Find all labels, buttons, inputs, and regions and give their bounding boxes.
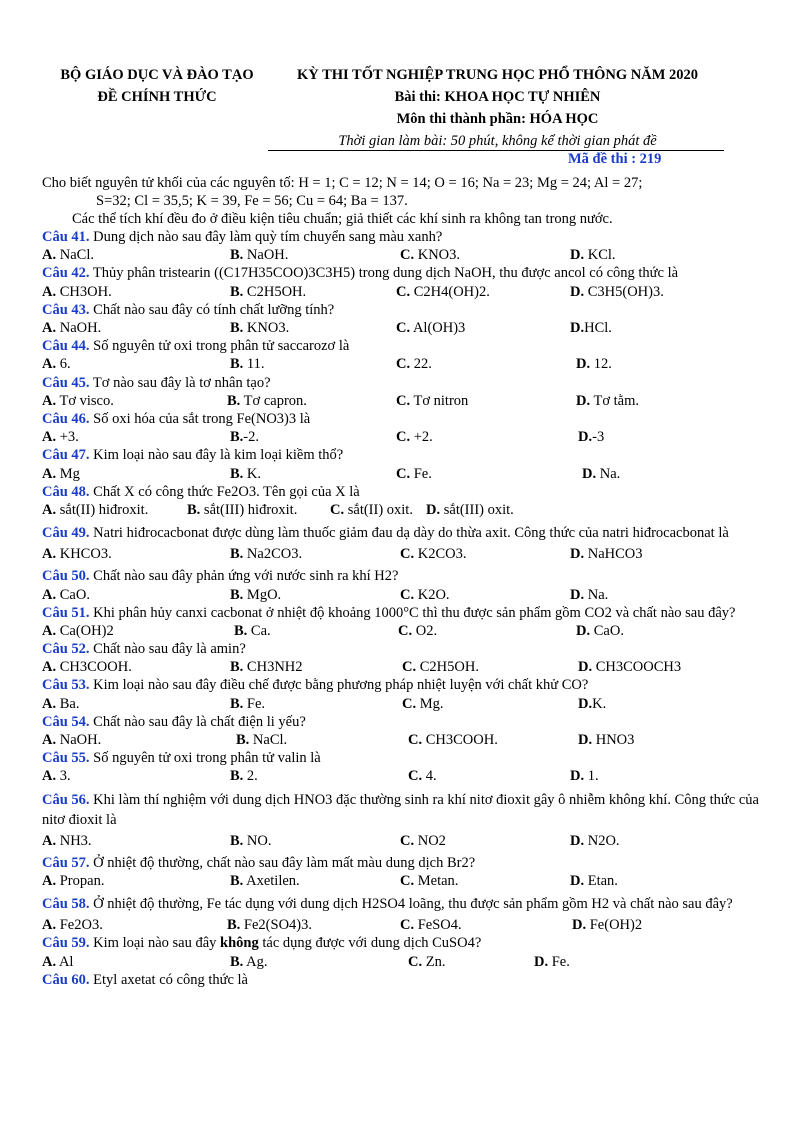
question-number: Câu 53. [42,677,90,694]
question-text: Chất nào sau đây là amin? [93,641,246,658]
question-text: Ở nhiệt độ thường, Fe tác dụng với dung dịch H2SO4 loãng, thu được sản phẩm gồm H2 và chất nào sau đây? [93,896,733,913]
question-number: Câu 55. [42,750,90,767]
option-d: D. CaO. [576,622,624,639]
option-d: D. KCl. [570,247,616,264]
question-53 [42,676,777,694]
question-48 [42,483,777,501]
component-label: Môn thi thành phần: HÓA HỌC [396,111,599,127]
option-b: B. KNO3. [230,319,290,336]
options-43 [42,319,777,337]
option-c: C. C2H4(OH)2. [396,283,490,300]
option-b: B. C2H5OH. [230,283,307,300]
question-number: Câu 58. [42,896,90,913]
option-d: D. CH3COOCH3 [578,659,682,676]
option-a: A. KHCO3. [42,546,112,563]
question-text: Dung dịch nào sau đây làm quỳ tím chuyển sang màu xanh? [93,229,443,245]
options-55 [42,767,777,785]
option-a: A. Al [42,953,74,970]
question-60 [42,971,777,989]
options-41 [42,246,777,264]
question-number: Câu 54. [42,713,90,730]
option-a: A. CH3COOH. [42,659,132,676]
option-a: A. Tơ visco. [42,392,114,409]
option-a: A. CaO. [42,586,90,603]
question-42 [42,264,777,282]
option-c: C. C2H5OH. [402,659,479,676]
option-d: D. 1. [570,768,599,785]
option-d: D. NaHCO3 [570,546,643,563]
question-45 [42,374,777,392]
options-42 [42,283,777,301]
question-59: Câu 59. Kim loại nào sau đây không tác dụng được với dung dịch CuSO4? [42,935,482,952]
options-52 [42,658,777,676]
options-56 [42,832,777,850]
option-d: D. Na. [570,586,609,603]
question-number: Câu 43. [42,301,90,318]
question-number: Câu 46. [42,410,90,427]
question-number: Câu 49. [42,525,90,542]
options-51 [42,622,777,640]
option-b: B. NO. [230,832,272,849]
option-d: D.K. [578,695,607,712]
question-51 [42,604,777,622]
question-41 [42,228,777,246]
option-b: B. 11. [230,356,265,373]
question-number: Câu 57. [42,854,90,871]
question-54 [42,713,777,731]
option-a: A. Propan. [42,873,105,890]
option-d: D.HCl. [570,319,612,336]
option-c: C. K2O. [400,586,450,603]
question-number: Câu 56. [42,791,90,808]
option-a: A. CH3OH. [42,283,112,300]
question-56 [42,790,777,830]
option-c: C. Zn. [408,953,446,970]
option-c: C. NO2 [400,832,446,849]
question-52 [42,640,777,658]
time-label: Thời gian làm bài: 50 phút, không kể thời gian phát đề [338,133,657,149]
option-d: D. Etan. [570,873,618,890]
question-58 [42,894,777,914]
question-text: Số nguyên tử oxi trong phân tử valin là [93,750,321,767]
options-45 [42,392,777,410]
question-number: Câu 59. [42,935,90,952]
option-c: C. sắt(II) oxit. [330,501,413,518]
ministry-name: BỘ GIÁO DỤC VÀ ĐÀO TẠO [60,67,254,83]
question-text: Thủy phân tristearin ((C17H35COO)3C3H5) trong dung dịch NaOH, thu được ancol có công thức là [92,265,679,282]
question-number: Câu 47. [42,447,90,464]
question-number: Câu 51. [42,604,90,621]
options-48 [42,501,777,519]
question-number: Câu 50. [42,568,90,585]
question-text: Khi làm thí nghiệm với dung dịch HNO3 đặc thường sinh ra khí nitơ đioxit gây ô nhiễm không khí. Công thức của nitơ đioxit là [42,791,759,828]
option-a: A. 6. [42,356,71,373]
question-50 [42,567,777,585]
option-d: D. Na. [582,465,621,482]
question-text: Số oxi hóa của sắt trong Fe(NO3)3 là [93,410,311,427]
option-c: C. O2. [398,622,438,639]
option-c: C. CH3COOH. [408,732,498,749]
option-d: D. Tơ tằm. [576,392,640,409]
question-text: Chất nào sau đây phản ứng với nước sinh ra khí H2? [93,568,399,585]
option-c: C. +2. [396,429,433,446]
option-b: B.-2. [230,429,260,446]
option-d: D.-3 [578,429,605,446]
option-d: D. C3H5(OH)3. [570,283,664,300]
question-44 [42,337,777,355]
options-58 [42,916,777,934]
option-a: A. NaCl. [42,247,94,264]
question-47 [42,446,777,464]
option-c: C. FeSO4. [400,917,462,934]
question-number: Câu 41. [42,229,90,245]
option-c: C. Fe. [396,465,432,482]
option-b: B. CH3NH2 [230,659,303,676]
option-b: B. Na2CO3. [230,546,303,563]
option-b: B. 2. [230,768,258,785]
option-a: A. 3. [42,768,71,785]
option-a: A. Mg [42,465,80,482]
option-d: D. 12. [576,356,612,373]
options-44 [42,355,777,373]
header-right [270,64,725,152]
options-46 [42,428,777,446]
option-c: C. 4. [408,768,437,785]
option-c: C. Mg. [402,695,444,712]
question-text: Chất nào sau đây có tính chất lưỡng tính? [93,301,335,318]
option-a: A. Ba. [42,695,80,712]
option-d: D. Fe. [534,953,570,970]
option-b: B. Tơ capron. [227,392,307,409]
question-number: Câu 48. [42,483,90,500]
question-text: Kim loại nào sau đây là kim loại kiềm thổ? [93,447,344,464]
question-number: Câu 45. [42,374,90,391]
question-text: Khi phân hủy canxi cacbonat ở nhiệt độ khoảng 1000°C thì thu được sản phẩm gồm CO2 và chất nào sau đây? [93,604,736,621]
option-a: A. NaOH. [42,732,102,749]
options-59 [42,953,777,971]
option-d: D. sắt(III) oxit. [426,501,514,518]
question-text: Natri hiđrocacbonat được dùng làm thuốc giảm đau dạ dày do thừa axit. Công thức của natri hiđrocacbonat là [93,525,729,542]
exam-title: KỲ THI TỐT NGHIỆP TRUNG HỌC PHỔ THÔNG NĂM 2020 [296,67,699,83]
question-text: Số nguyên tử oxi trong phân tử saccarozơ là [93,338,350,355]
option-b: B. Fe. [230,695,266,712]
header-left [42,64,272,108]
exam-body [42,174,777,989]
emphasis-not: không [220,935,259,952]
option-c: C. KNO3. [400,247,461,264]
options-57 [42,872,777,890]
intro-line-2: S=32; Cl = 35,5; K = 39, Fe = 56; Cu = 64; Ba = 137. [96,193,408,209]
question-number: Câu 60. [42,971,90,988]
option-a: A. Fe2O3. [42,917,103,934]
option-c: C. Metan. [400,873,459,890]
question-43 [42,301,777,319]
option-d: D. HNO3 [578,732,635,749]
question-text: Chất X có công thức Fe2O3. Tên gọi của X là [93,483,360,500]
options-47 [42,465,777,483]
option-c: C. 22. [396,356,432,373]
option-b: B. NaOH. [230,247,289,264]
question-text: Chất nào sau đây là chất điện li yếu? [93,713,306,730]
option-b: B. Ca. [234,622,271,639]
option-d: D. Fe(OH)2 [572,917,643,934]
option-a: A. Ca(OH)2 [42,622,114,639]
official-label: ĐỀ CHÍNH THỨC [97,89,217,105]
options-49 [42,545,777,563]
option-b: B. K. [230,465,262,482]
option-c: C. Al(OH)3 [396,319,466,336]
exam-code: Mã đề thi : 219 [568,151,662,167]
question-number: Câu 42. [42,265,90,282]
question-number: Câu 44. [42,338,90,355]
option-a: A. NaOH. [42,319,102,336]
option-b: B. Axetilen. [230,873,300,890]
option-a: A. sắt(II) hiđroxit. [42,501,149,518]
intro-line-3: Các thể tích khí đều đo ở điều kiện tiêu chuẩn; giả thiết các khí sinh ra không tan trong nước. [72,211,613,227]
question-49 [42,523,777,543]
options-54 [42,731,777,749]
option-b: B. sắt(III) hiđroxit. [187,501,298,518]
question-text: Kim loại nào sau đây điều chế được bằng phương pháp nhiệt luyện với chất khử CO? [93,677,589,694]
question-57 [42,854,777,872]
option-c: C. Tơ nitron [396,392,469,409]
options-50 [42,586,777,604]
option-b: B. NaCl. [236,732,288,749]
option-a: A. +3. [42,429,79,446]
question-number: Câu 52. [42,641,90,658]
question-46 [42,410,777,428]
option-d: D. N2O. [570,832,620,849]
question-text: Ở nhiệt độ thường, chất nào sau đây làm mất màu dung dịch Br2? [93,854,476,871]
subject-label: Bài thi: KHOA HỌC TỰ NHIÊN [394,89,601,105]
question-55 [42,749,777,767]
question-text: Etyl axetat có công thức là [93,971,248,988]
intro-line-1: Cho biết nguyên tử khối của các nguyên tố: H = 1; C = 12; N = 14; O = 16; Na = 23; Mg = 24; Al = 27; [42,175,643,191]
option-b: B. MgO. [230,586,282,603]
question-text: Tơ nào sau đây là tơ nhân tạo? [92,374,271,391]
option-b: B. Fe2(SO4)3. [227,917,312,934]
option-b: B. Ag. [230,953,268,970]
option-c: C. K2CO3. [400,546,467,563]
options-53 [42,695,777,713]
option-a: A. NH3. [42,832,92,849]
